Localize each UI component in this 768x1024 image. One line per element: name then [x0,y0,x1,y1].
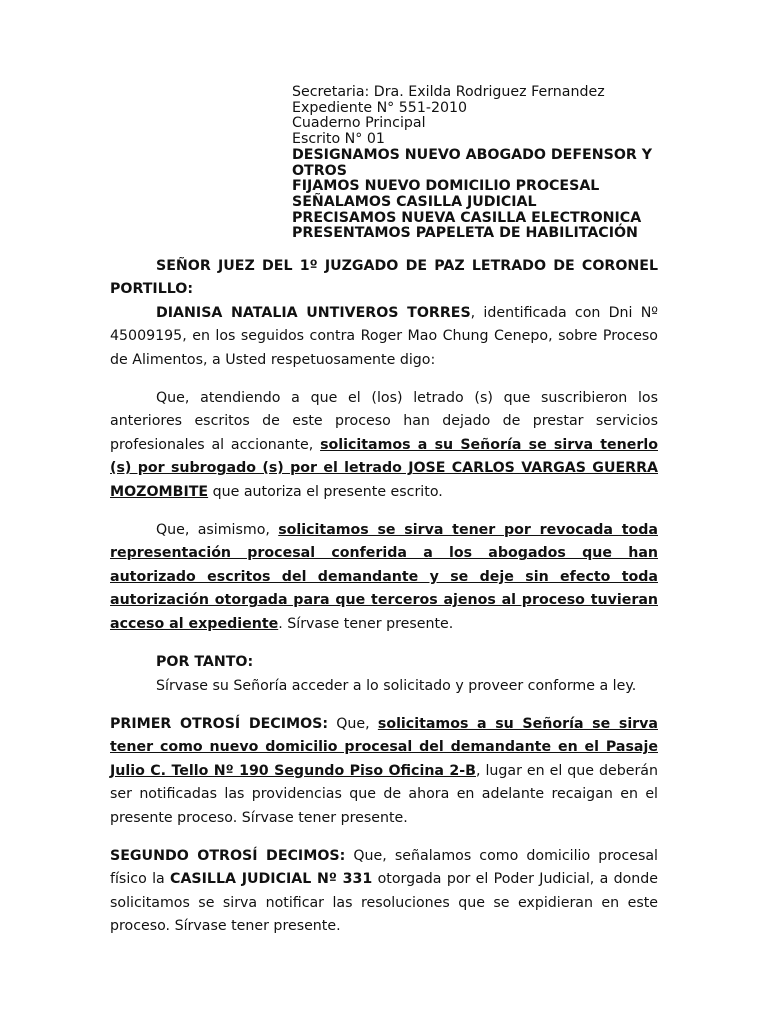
por-tanto-text: Sírvase su Señoría acceder a lo solicitado y proveer conforme a ley. [156,677,637,694]
otrosi-heading: PRIMER OTROSÍ DECIMOS: [110,715,329,732]
subrogation-paragraph [110,387,658,504]
paragraph-text: Que, señalamos como domicilio procesal físico la [110,847,658,888]
revocation-paragraph [110,519,658,636]
emphasized-request: solicitamos se sirva tener por revocada toda representación procesal conferida a los abogados que han autorizado escritos del demandante y se deje sin efecto toda autorización otorgada para que terceros ajenos al proceso tuvieran acceso al expediente [110,522,658,632]
cuaderno-line: Cuaderno Principal [292,115,426,132]
casilla-judicial: CASILLA JUDICIAL Nº 331 [170,871,373,888]
paragraph-text: Que, [328,715,378,732]
document-body [110,255,658,939]
emphasized-request: solicitamos a su Señoría se sirva tener como nuevo domicilio procesal del demandante en el Pasaje Julio C. Tello Nº 190 Segundo Piso Oficina 2-B [110,715,658,779]
document-header [292,85,672,242]
sumilla-line: FIJAMOS NUEVO DOMICILIO PROCESAL [292,178,600,195]
paragraph-text: . Sírvase tener presente. [278,615,454,632]
petitioner-name: DIANISA NATALIA UNTIVEROS TORRES [156,304,471,321]
secretaria-line: Secretaria: Dra. Exilda Rodriguez Fernandez [292,84,605,100]
paragraph-text: otorgada por el Poder Judicial, a donde solicitamos se sirva notificar las resoluciones que se expidieran en este proceso. Sírvase tener presente. [110,871,659,935]
paragraph-text: Que, atendiendo a que el (los) letrado (s) que suscribieron los anteriores escritos de este proceso han dejado de prestar servicios profesionales al accionante, [110,390,658,453]
sumilla-line: PRECISAMOS NUEVA CASILLA ELECTRONICA [292,209,642,226]
primer-otrosi-paragraph [110,713,658,830]
intro-paragraph [110,302,658,372]
sumilla-line: SEÑALAMOS CASILLA JUDICIAL [292,193,537,210]
otrosi-heading: SEGUNDO OTROSÍ DECIMOS: [110,847,346,864]
por-tanto-heading: POR TANTO: [156,654,254,671]
paragraph-text: Que, asimismo, [156,522,279,539]
paragraph-text: , lugar en el que deberán ser notificadas las providencias que de ahora en adelante recaigan en el presente proceso. Sírvase tener presente. [110,762,658,826]
segundo-otrosi-paragraph [110,845,658,939]
expediente-line: Expediente N° 551-2010 [292,99,468,116]
emphasized-request: solicitamos a su Señoría se sirva tenerlo (s) por subrogado (s) por el letrado JOSE CARLOS VARGAS GUERRA MOZOMBITE [110,436,658,500]
escrito-line: Escrito N° 01 [292,131,385,148]
paragraph-text: que autoriza el presente escrito. [208,483,443,500]
sumilla-line: PRESENTAMOS PAPELETA DE HABILITACIÓN [292,225,638,242]
sumilla-line: DESIGNAMOS NUEVO ABOGADO DEFENSOR Y OTROS [292,146,653,179]
salutation: SEÑOR JUEZ DEL 1º JUZGADO DE PAZ LETRADO DE CORONEL PORTILLO: [110,258,658,298]
intro-text: , identificada con Dni Nº 45009195, en los seguidos contra Roger Mao Chung Cenepo, sobre Proceso de Alimentos, a Usted respetuosamente digo: [110,304,658,368]
